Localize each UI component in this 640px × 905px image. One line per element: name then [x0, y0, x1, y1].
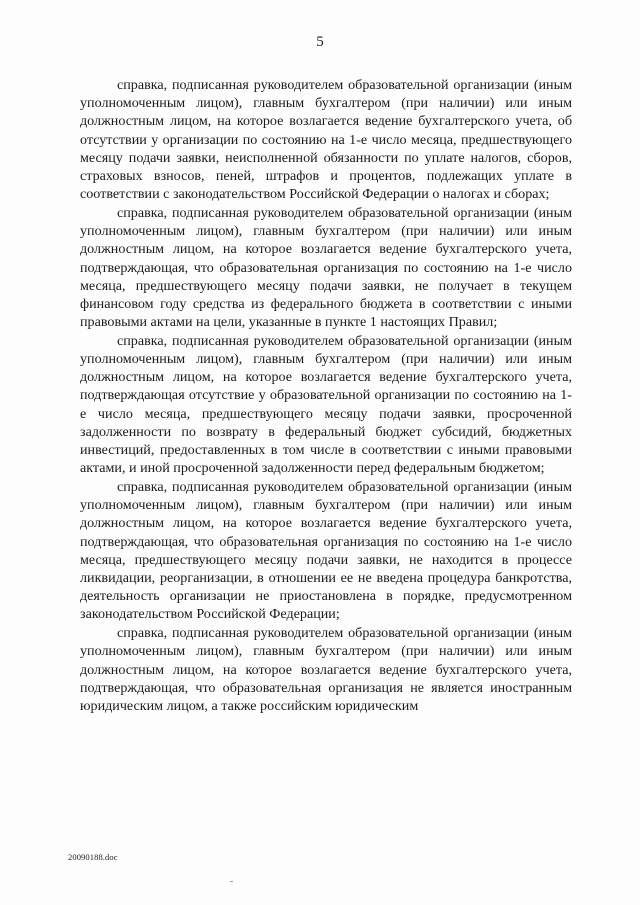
- document-body: [80, 76, 572, 716]
- paragraph-certificate-no-overdue-debt: справка, подписанная руководителем образовательной организации (иным уполномоченным лицом), главным бухгалтером (при наличии) или иным должностным лицом, на которое возлагается ведение бухгалтерского учета, подтверждающая отсутствие у образовательной организации по состоянию на 1-е число месяца, предшествующего месяцу подачи заявки, просроченной задолженности по возврату в федеральный бюджет субсидий, бюджетных инвестиций, предоставленных в том числе в соответствии с иными правовыми актами, и иной просроченной задолженности перед федеральным бюджетом;: [80, 332, 572, 477]
- page-number: 5: [316, 34, 324, 50]
- paragraph-certificate-not-foreign-entity: справка, подписанная руководителем образовательной организации (иным уполномоченным лицом), главным бухгалтером (при наличии) или иным должностным лицом, на которое возлагается ведение бухгалтерского учета, подтверждающая, что образовательная организация не является иностранным юридическим лицом, а также российским юридическим: [80, 625, 572, 714]
- paragraph-certificate-tax-debts: справка, подписанная руководителем образовательной организации (иным уполномоченным лицом), главным бухгалтером (при наличии) или иным должностным лицом, на которое возлагается ведение бухгалтерского учета, об отсутствии у организации по состоянию на 1-е число месяца, предшествующего месяцу подачи заявки, неисполненной обязанности по уплате налогов, сборов, страховых взносов, пеней, штрафов и процентов, подлежащих уплате в соответствии с законодательством Российской Федерации о налогах и сборах;: [80, 77, 572, 203]
- footer-file-code: 20090188.doc: [68, 852, 118, 862]
- paragraph-certificate-no-federal-funds: справка, подписанная руководителем образовательной организации (иным уполномоченным лицом), главным бухгалтером (при наличии) или иным должностным лицом, на которое возлагается ведение бухгалтерского учета, подтверждающая, что образовательная организация по состоянию на 1-е число месяца, предшествующего месяцу подачи заявки, не получает в текущем финансовом году средства из федерального бюджета в соответствии с иными правовыми актами на цели, указанные в пункте 1 настоящих Правил;: [80, 204, 572, 331]
- paragraph-certificate-no-liquidation: справка, подписанная руководителем образовательной организации (иным уполномоченным лицом), главным бухгалтером (при наличии) или иным должностным лицом, на которое возлагается ведение бухгалтерского учета, подтверждающая, что образовательная организация по состоянию на 1-е число месяца, предшествующего месяцу подачи заявки, не находится в процессе ликвидации, реорганизации, в отношении ее не введена процедура банкротства, деятельность организации не приостановлена в порядке, предусмотренном законодательством Российской Федерации;: [80, 478, 572, 623]
- scan-speck: [230, 881, 233, 882]
